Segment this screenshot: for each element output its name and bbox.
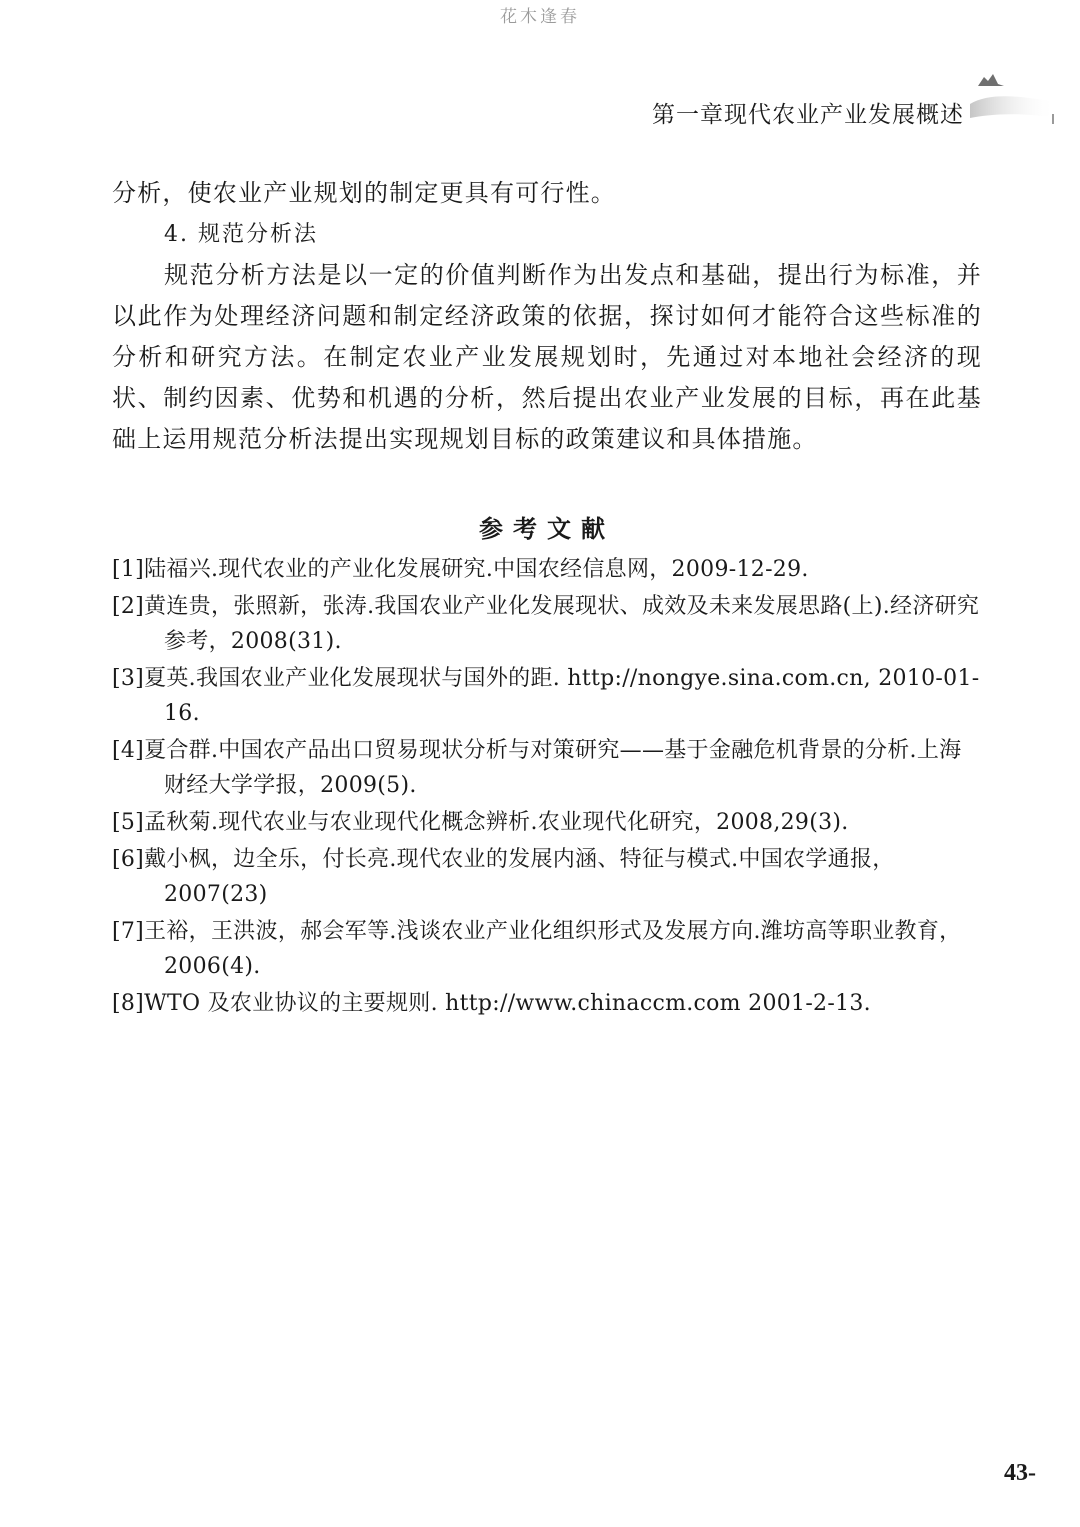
reference-item: [3]夏英.我国农业产业化发展现状与国外的距. http://nongye.sina.com.cn, 2010-01-16. <box>112 666 980 726</box>
reference-item: [7]王裕，王洪波，郝会军等.浅谈农业产业化组织形式及发展方向.潍坊高等职业教育，2006(4). <box>112 919 962 979</box>
references-title: 参考文献 <box>479 515 615 543</box>
continuation-paragraph: 分析，使农业产业规划的制定更具有可行性。 <box>112 179 616 207</box>
page-number: 43- <box>1004 1460 1036 1486</box>
running-header: 第一章现代农业产业发展概述 <box>652 102 964 128</box>
section-heading: 4. 规范分析法 <box>164 222 318 247</box>
reference-item: [5]孟秋菊.现代农业与农业现代化概念辨析.农业现代化研究，2008,29(3). <box>112 810 849 835</box>
page-content <box>112 173 982 1023</box>
reference-item: [1]陆福兴.现代农业的产业化发展研究.中国农经信息网，2009-12-29. <box>112 557 809 582</box>
section-paragraph: 规范分析方法是以一定的价值判断作为出发点和基础，提出行为标准，并以此作为处理经济问题和制定经济政策的依据，探讨如何才能符合这些标准的分析和研究方法。在制定农业产业发展规划时，先通过对本地社会经济的现状、制约因素、优势和机遇的分析，然后提出农业产业发展的目标，再在此基础上运用规范分析法提出实现规划目标的政策建议和具体措施。 <box>112 261 982 453</box>
reference-item: [4]夏合群.中国农产品出口贸易现状分析与对策研究——基于金融危机背景的分析.上海财经大学学报，2009(5). <box>112 738 962 798</box>
reference-item: [6]戴小枫，边全乐，付长亮.现代农业的发展内涵、特征与模式.中国农学通报，2007(23) <box>112 847 895 907</box>
mountain-landscape-icon <box>960 62 1060 132</box>
reference-list <box>112 552 982 1021</box>
reference-item: [2]黄连贵，张照新，张涛.我国农业产业化发展现状、成效及未来发展思路(上).经济研究参考，2008(31). <box>112 594 980 654</box>
reference-item: [8]WTO 及农业协议的主要规则. http://www.chinaccm.com 2001-2-13. <box>112 991 871 1016</box>
watermark: 花木逢春 <box>500 7 580 27</box>
